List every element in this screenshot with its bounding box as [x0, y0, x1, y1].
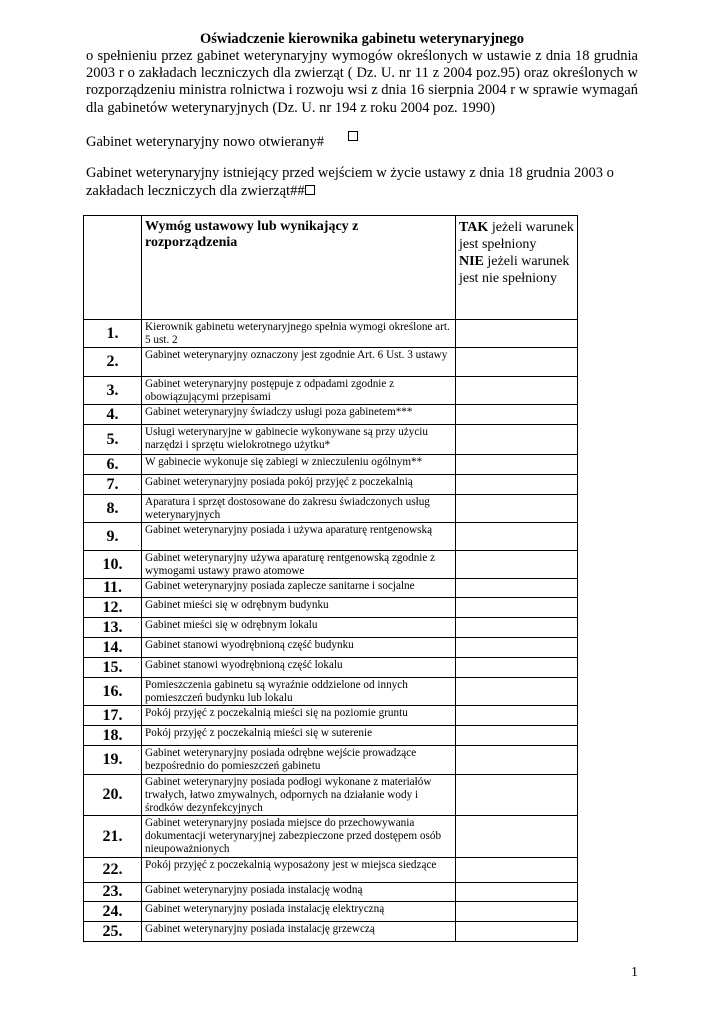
row-number: 19.	[84, 746, 142, 775]
row-answer-cell[interactable]	[456, 598, 578, 618]
row-requirement: Aparatura i sprzęt dostosowane do zakresu świadczonych usług weterynaryjnych	[142, 495, 456, 523]
row-number: 1.	[84, 320, 142, 348]
row-answer-cell[interactable]	[456, 775, 578, 816]
row-number: 17.	[84, 706, 142, 726]
table-row	[84, 455, 578, 475]
row-answer-cell[interactable]	[456, 455, 578, 475]
row-requirement: Gabinet weterynaryjny posiada instalację elektryczną	[142, 902, 456, 922]
row-answer-cell[interactable]	[456, 320, 578, 348]
row-number: 16.	[84, 678, 142, 706]
table-row	[84, 858, 578, 883]
header-nie-text: jeżeli warunek jest nie spełniony	[459, 254, 570, 286]
requirements-table	[83, 215, 578, 942]
table-row	[84, 706, 578, 726]
row-requirement: Gabinet weterynaryjny posiada i używa aparaturę rentgenowską	[142, 523, 456, 551]
row-answer-cell[interactable]	[456, 348, 578, 377]
row-answer-cell[interactable]	[456, 678, 578, 706]
table-row	[84, 348, 578, 377]
row-requirement: Usługi weterynaryjne w gabinecie wykonywane są przy użyciu narzędzi i sprzętu wielokrotnego użytku*	[142, 425, 456, 455]
table-row	[84, 598, 578, 618]
row-requirement: Pokój przyjęć z poczekalnią mieści się na poziomie gruntu	[142, 706, 456, 726]
row-answer-cell[interactable]	[456, 618, 578, 638]
row-requirement: Pomieszczenia gabinetu są wyraźnie oddzielone od innych pomieszczeń budynku lub lokalu	[142, 678, 456, 706]
table-row	[84, 618, 578, 638]
table-row	[84, 658, 578, 678]
row-requirement: W gabinecie wykonuje się zabiegi w znieczuleniu ogólnym**	[142, 455, 456, 475]
row-answer-cell[interactable]	[456, 579, 578, 598]
row-answer-cell[interactable]	[456, 405, 578, 425]
option-existing-checkbox[interactable]	[305, 185, 315, 195]
row-answer-cell[interactable]	[456, 858, 578, 883]
row-answer-cell[interactable]	[456, 425, 578, 455]
row-answer-cell[interactable]	[456, 726, 578, 746]
row-number: 15.	[84, 658, 142, 678]
table-row	[84, 638, 578, 658]
row-number: 23.	[84, 883, 142, 902]
row-number: 3.	[84, 377, 142, 405]
row-number: 5.	[84, 425, 142, 455]
table-row	[84, 495, 578, 523]
row-number: 7.	[84, 475, 142, 495]
header-tak: TAK	[459, 220, 489, 235]
row-requirement: Gabinet weterynaryjny świadczy usługi poza gabinetem***	[142, 405, 456, 425]
row-answer-cell[interactable]	[456, 816, 578, 858]
row-requirement: Gabinet weterynaryjny używa aparaturę rentgenowską zgodnie z wymogami ustawy prawo atomowe	[142, 551, 456, 579]
row-number: 13.	[84, 618, 142, 638]
option-existing-label: Gabinet weterynaryjny istniejący przed wejściem w życie ustawy z dnia 18 grudnia 2003 o zakładach leczniczych dla zwierząt##	[86, 165, 614, 199]
row-number: 2.	[84, 348, 142, 377]
table-row	[84, 425, 578, 455]
table-row	[84, 377, 578, 405]
row-number: 14.	[84, 638, 142, 658]
header-number-cell	[84, 216, 142, 320]
document-title: Oświadczenie kierownika gabinetu weterynaryjnego	[200, 31, 524, 47]
row-number: 24.	[84, 902, 142, 922]
option-new-label: Gabinet weterynaryjny nowo otwierany#	[86, 134, 324, 150]
table-header-row	[84, 216, 578, 320]
table-row	[84, 883, 578, 902]
table-row	[84, 678, 578, 706]
table-row	[84, 551, 578, 579]
row-requirement: Gabinet weterynaryjny posiada odrębne wejście prowadzące bezpośrednio do pomieszczeń gabinetu	[142, 746, 456, 775]
row-number: 4.	[84, 405, 142, 425]
row-answer-cell[interactable]	[456, 495, 578, 523]
row-requirement: Gabinet mieści się w odrębnym budynku	[142, 598, 456, 618]
row-requirement: Gabinet weterynaryjny posiada instalację grzewczą	[142, 922, 456, 942]
row-number: 10.	[84, 551, 142, 579]
table-row	[84, 320, 578, 348]
page-number: 1	[631, 965, 638, 980]
row-requirement: Gabinet weterynaryjny postępuje z odpadami zgodnie z obowiązującymi przepisami	[142, 377, 456, 405]
row-number: 20.	[84, 775, 142, 816]
table-row	[84, 579, 578, 598]
row-answer-cell[interactable]	[456, 551, 578, 579]
row-requirement: Gabinet stanowi wyodrębnioną część lokalu	[142, 658, 456, 678]
table-row	[84, 746, 578, 775]
row-requirement: Gabinet mieści się w odrębnym lokalu	[142, 618, 456, 638]
row-number: 9.	[84, 523, 142, 551]
row-answer-cell[interactable]	[456, 883, 578, 902]
option-existing-row	[86, 165, 646, 200]
row-answer-cell[interactable]	[456, 523, 578, 551]
row-number: 21.	[84, 816, 142, 858]
row-number: 8.	[84, 495, 142, 523]
row-requirement: Gabinet weterynaryjny posiada miejsce do przechowywania dokumentacji weterynaryjnej zabezpieczone przed dostępem osób nieupoważnionych	[142, 816, 456, 858]
row-answer-cell[interactable]	[456, 746, 578, 775]
row-number: 11.	[84, 579, 142, 598]
row-requirement: Gabinet stanowi wyodrębnioną część budynku	[142, 638, 456, 658]
row-requirement: Pokój przyjęć z poczekalnią mieści się w suterenie	[142, 726, 456, 746]
row-requirement: Gabinet weterynaryjny posiada instalację wodną	[142, 883, 456, 902]
row-requirement: Gabinet weterynaryjny posiada podłogi wykonane z materiałów trwałych, łatwo zmywalnych, odpornych na działanie wody i środków dezynfekcyjnych	[142, 775, 456, 816]
intro-paragraph: o spełnieniu przez gabinet weterynaryjny wymogów określonych w ustawie z dnia 18 grudnia 2003 r o zakładach leczniczych dla zwierząt ( Dz. U. nr 11 z 2004 poz.95) oraz określonych w rozporządzeniu ministra rolnictwa i rozwoju wsi z dnia 16 sierpnia 2004 r w sprawie wymagań dla gabinetów weterynaryjnych (Dz. U. nr 194 z roku 2004 poz. 1990)	[86, 48, 638, 116]
row-requirement: Gabinet weterynaryjny oznaczony jest zgodnie Art. 6 Ust. 3 ustawy	[142, 348, 456, 377]
table-row	[84, 902, 578, 922]
table-row	[84, 922, 578, 942]
row-number: 22.	[84, 858, 142, 883]
row-requirement: Gabinet weterynaryjny posiada pokój przyjęć z poczekalnią	[142, 475, 456, 495]
row-requirement: Kierownik gabinetu weterynaryjnego spełnia wymogi określone art. 5 ust. 2	[142, 320, 456, 348]
row-answer-cell[interactable]	[456, 902, 578, 922]
row-answer-cell[interactable]	[456, 922, 578, 942]
row-answer-cell[interactable]	[456, 475, 578, 495]
row-answer-cell[interactable]	[456, 658, 578, 678]
row-number: 25.	[84, 922, 142, 942]
table-row	[84, 816, 578, 858]
row-answer-cell[interactable]	[456, 638, 578, 658]
row-number: 18.	[84, 726, 142, 746]
table-row	[84, 523, 578, 551]
table-row	[84, 475, 578, 495]
header-nie: NIE	[459, 254, 484, 269]
header-yes-no	[456, 216, 578, 320]
row-requirement: Pokój przyjęć z poczekalnią wyposażony jest w miejsca siedzące	[142, 858, 456, 883]
row-number: 12.	[84, 598, 142, 618]
table-row	[84, 405, 578, 425]
row-requirement: Gabinet weterynaryjny posiada zaplecze sanitarne i socjalne	[142, 579, 456, 598]
row-answer-cell[interactable]	[456, 377, 578, 405]
table-row	[84, 726, 578, 746]
table-row	[84, 775, 578, 816]
header-requirement: Wymóg ustawowy lub wynikający z rozporządzenia	[142, 216, 456, 320]
row-answer-cell[interactable]	[456, 706, 578, 726]
header-tak-text: jeżeli warunek jest spełniony	[459, 220, 574, 252]
option-new-checkbox[interactable]	[348, 131, 358, 141]
row-number: 6.	[84, 455, 142, 475]
